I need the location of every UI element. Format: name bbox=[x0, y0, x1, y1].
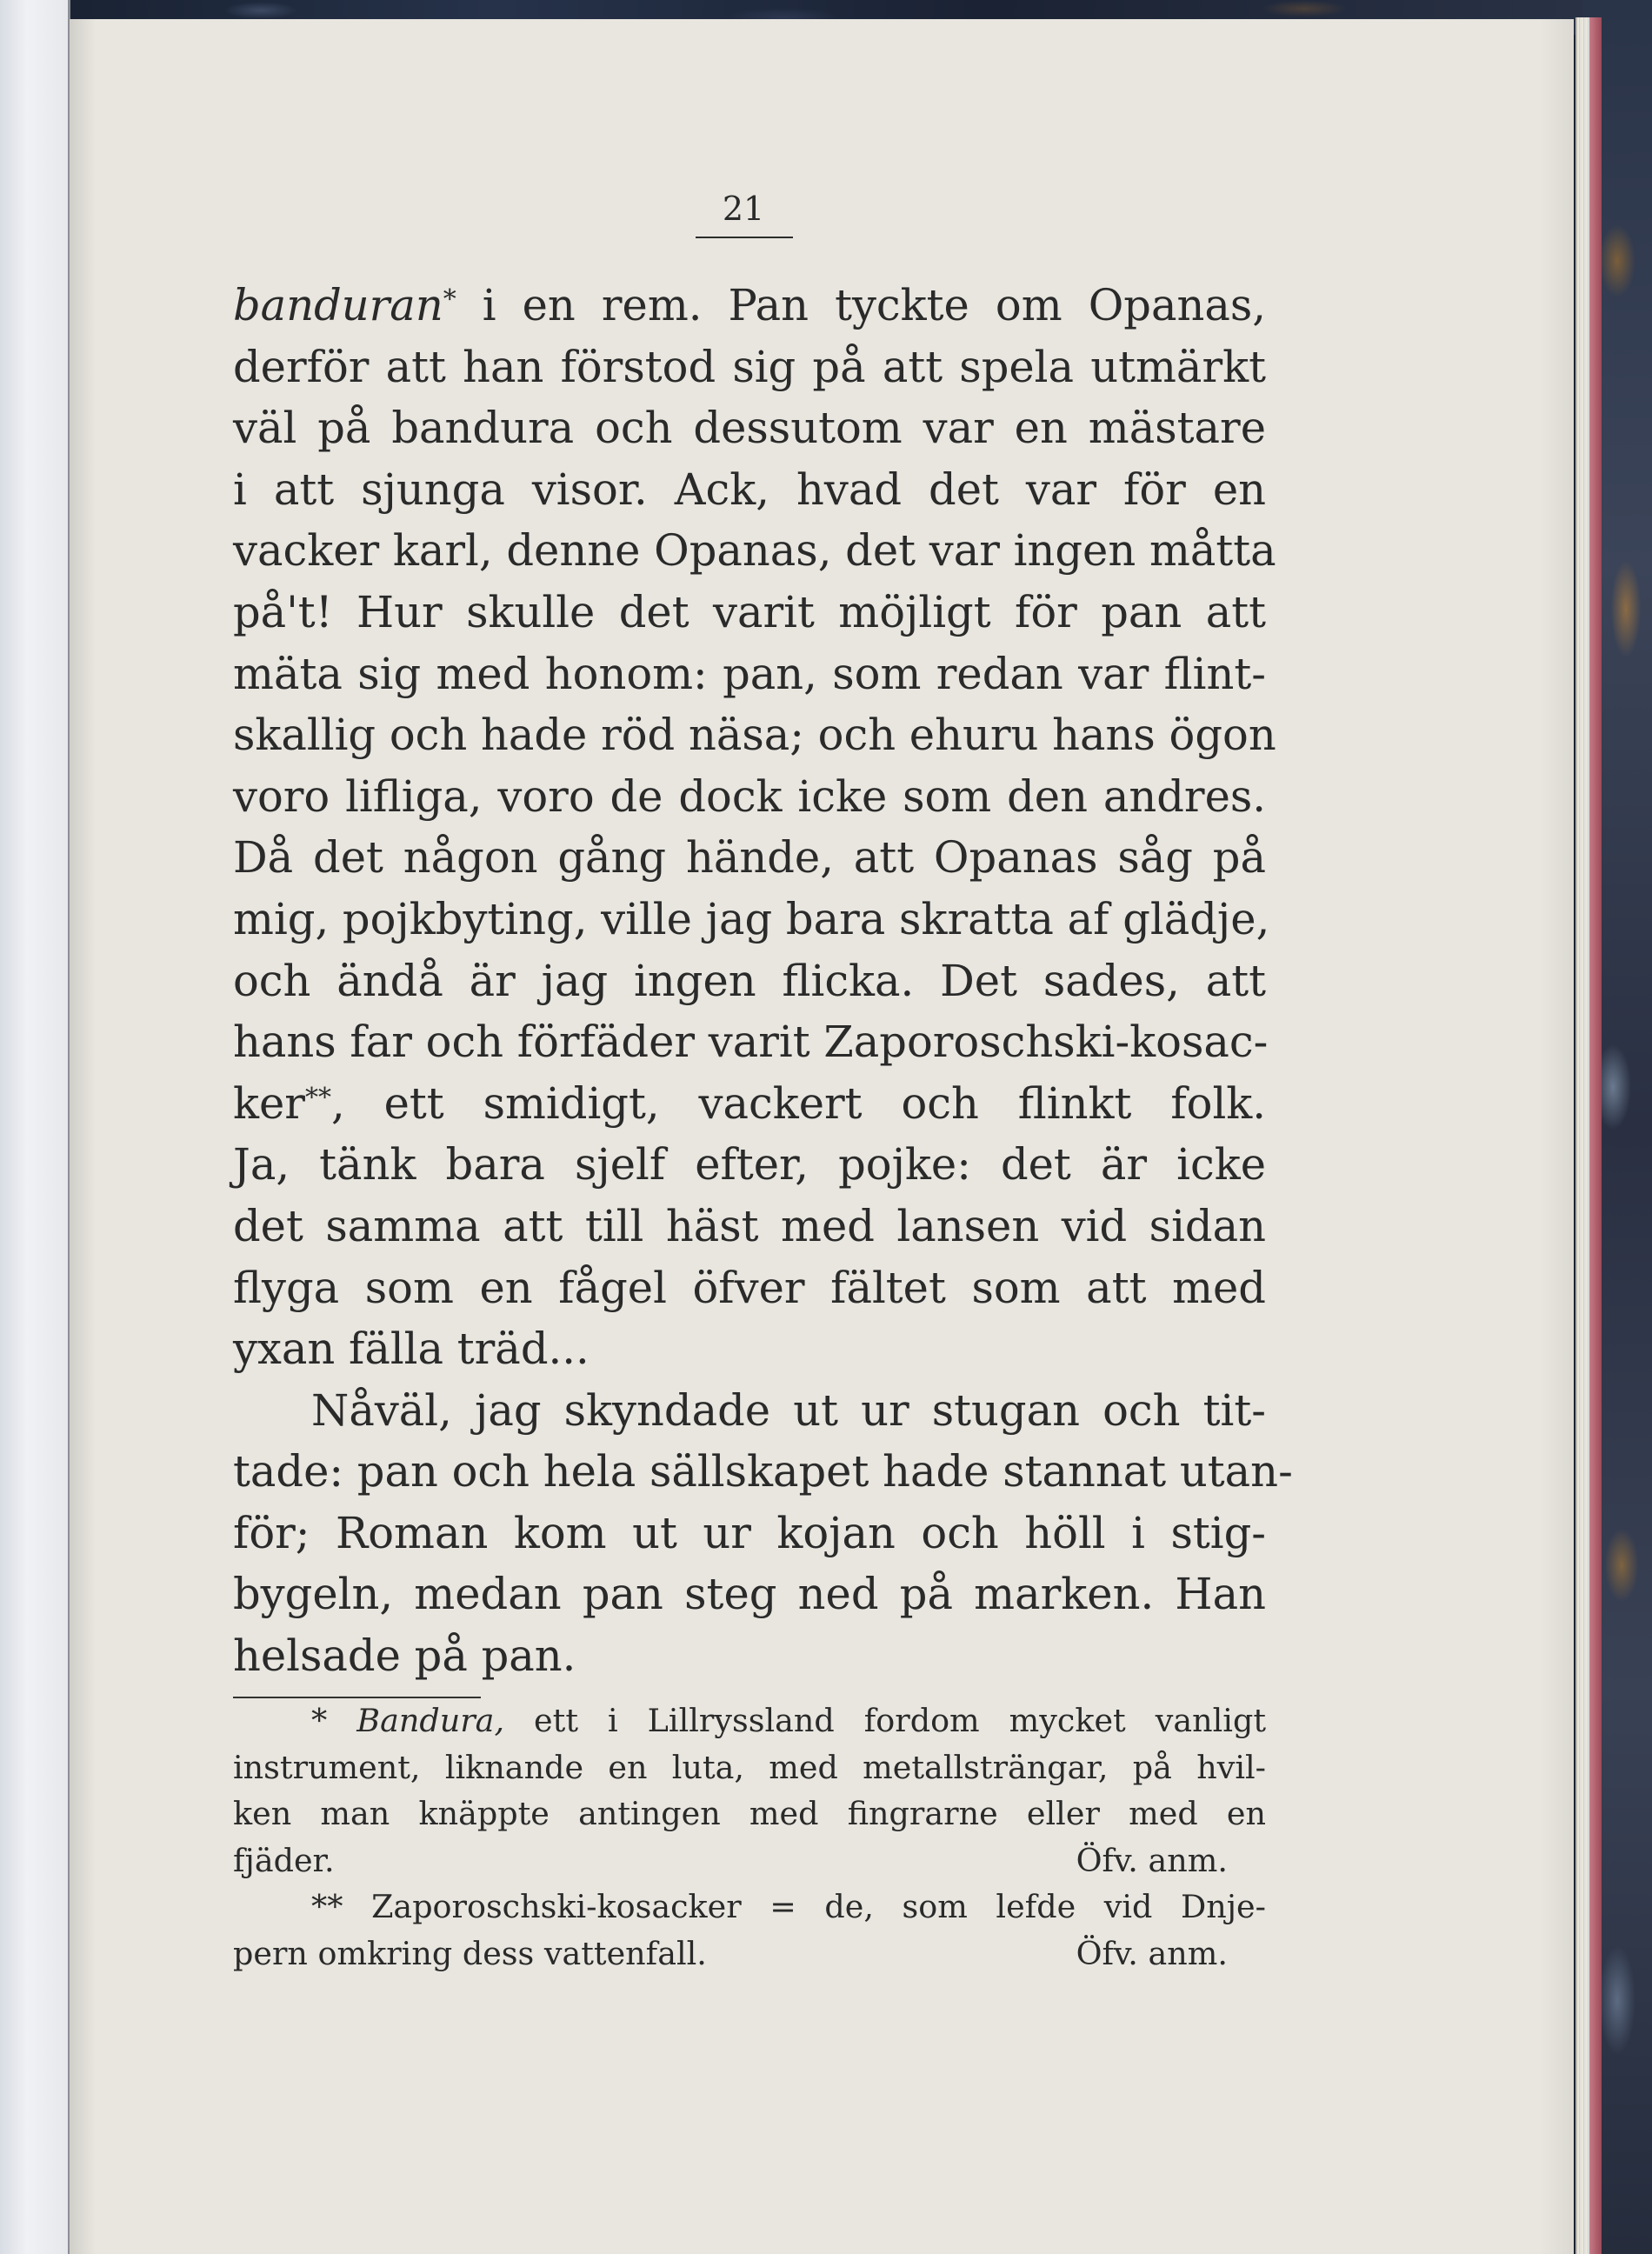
text-line: derför att han förstod sig på att spela utmärkt bbox=[233, 341, 1266, 392]
footnote-line: ** Zaporoschski-kosacker = de, som lefde vid Dnje- bbox=[311, 1888, 1266, 1926]
text-line: på't! Hur skulle det varit möjligt för pan att bbox=[233, 586, 1266, 637]
text-line: Nåväl, jag skyndade ut ur stugan och tit- bbox=[311, 1384, 1266, 1436]
text-line: Då det någon gång hände, att Opanas såg på bbox=[233, 832, 1266, 884]
text-line: väl på bandura och dessutom var en mästare bbox=[233, 403, 1266, 454]
text-line: och ändå är jag ingen flicka. Det sades, att bbox=[233, 955, 1266, 1006]
page-colored-edge bbox=[1589, 17, 1602, 2254]
text-line: mig, pojkbyting, ville jag bara skratta af glädje, bbox=[233, 893, 1270, 944]
text-line: mäta sig med honom: pan, som redan var flint- bbox=[233, 648, 1266, 699]
text-line: banduran* i en rem. Pan tyckte om Opanas, bbox=[233, 280, 1266, 330]
text-line: Ja, tänk bara sjelf efter, pojke: det är icke bbox=[233, 1139, 1266, 1190]
text-line: bygeln, medan pan steg ned på marken. Han bbox=[233, 1569, 1266, 1620]
text-line: voro lifliga, voro de dock icke som den andres. bbox=[233, 770, 1266, 822]
footnote-signature: Öfv. anm. bbox=[1076, 1841, 1228, 1879]
text-line: skallig och hade röd näsa; och ehuru hans ögon bbox=[233, 710, 1276, 761]
text-line: yxan fälla träd... bbox=[233, 1324, 590, 1375]
footnote-line: pern omkring dess vattenfall. Öfv. anm. bbox=[233, 1931, 1266, 1977]
text-line: det samma att till häst med lansen vid sidan bbox=[233, 1200, 1266, 1251]
footnote-line: fjäder. Öfv. anm. bbox=[233, 1837, 1266, 1884]
page-number: 21 bbox=[722, 190, 765, 228]
text-line: flyga som en fågel öfver fältet som att med bbox=[233, 1262, 1266, 1313]
footnote-line: instrument, liknande en luta, med metallsträngar, på hvil- bbox=[233, 1748, 1266, 1786]
page-number-rule bbox=[696, 237, 793, 238]
footnote-line: ken man knäppte antingen med fingrarne eller med en bbox=[233, 1795, 1266, 1833]
facing-page-edge bbox=[0, 0, 70, 2254]
footnotes bbox=[233, 1697, 1266, 1977]
text-line: tade: pan och hela sällskapet hade stannat utan- bbox=[233, 1446, 1293, 1497]
text-line: för; Roman kom ut ur kojan och höll i stig- bbox=[233, 1507, 1266, 1558]
text-line: vacker karl, denne Opanas, det var ingen måtta bbox=[233, 525, 1276, 577]
text-line: helsade på pan. bbox=[233, 1630, 576, 1682]
footnote-signature: Öfv. anm. bbox=[1076, 1934, 1228, 1972]
text-line: hans far och förfäder varit Zaporoschski-kosac- bbox=[233, 1017, 1269, 1068]
text-line: ker**, ett smidigt, vackert och flinkt folk. bbox=[233, 1077, 1266, 1129]
text-line: i att sjunga visor. Ack, hvad det var för en bbox=[233, 463, 1266, 515]
footnote-line: * Bandura, ett i Lillryssland fordom mycket vanligt bbox=[311, 1702, 1267, 1739]
body-text bbox=[233, 275, 1293, 1687]
